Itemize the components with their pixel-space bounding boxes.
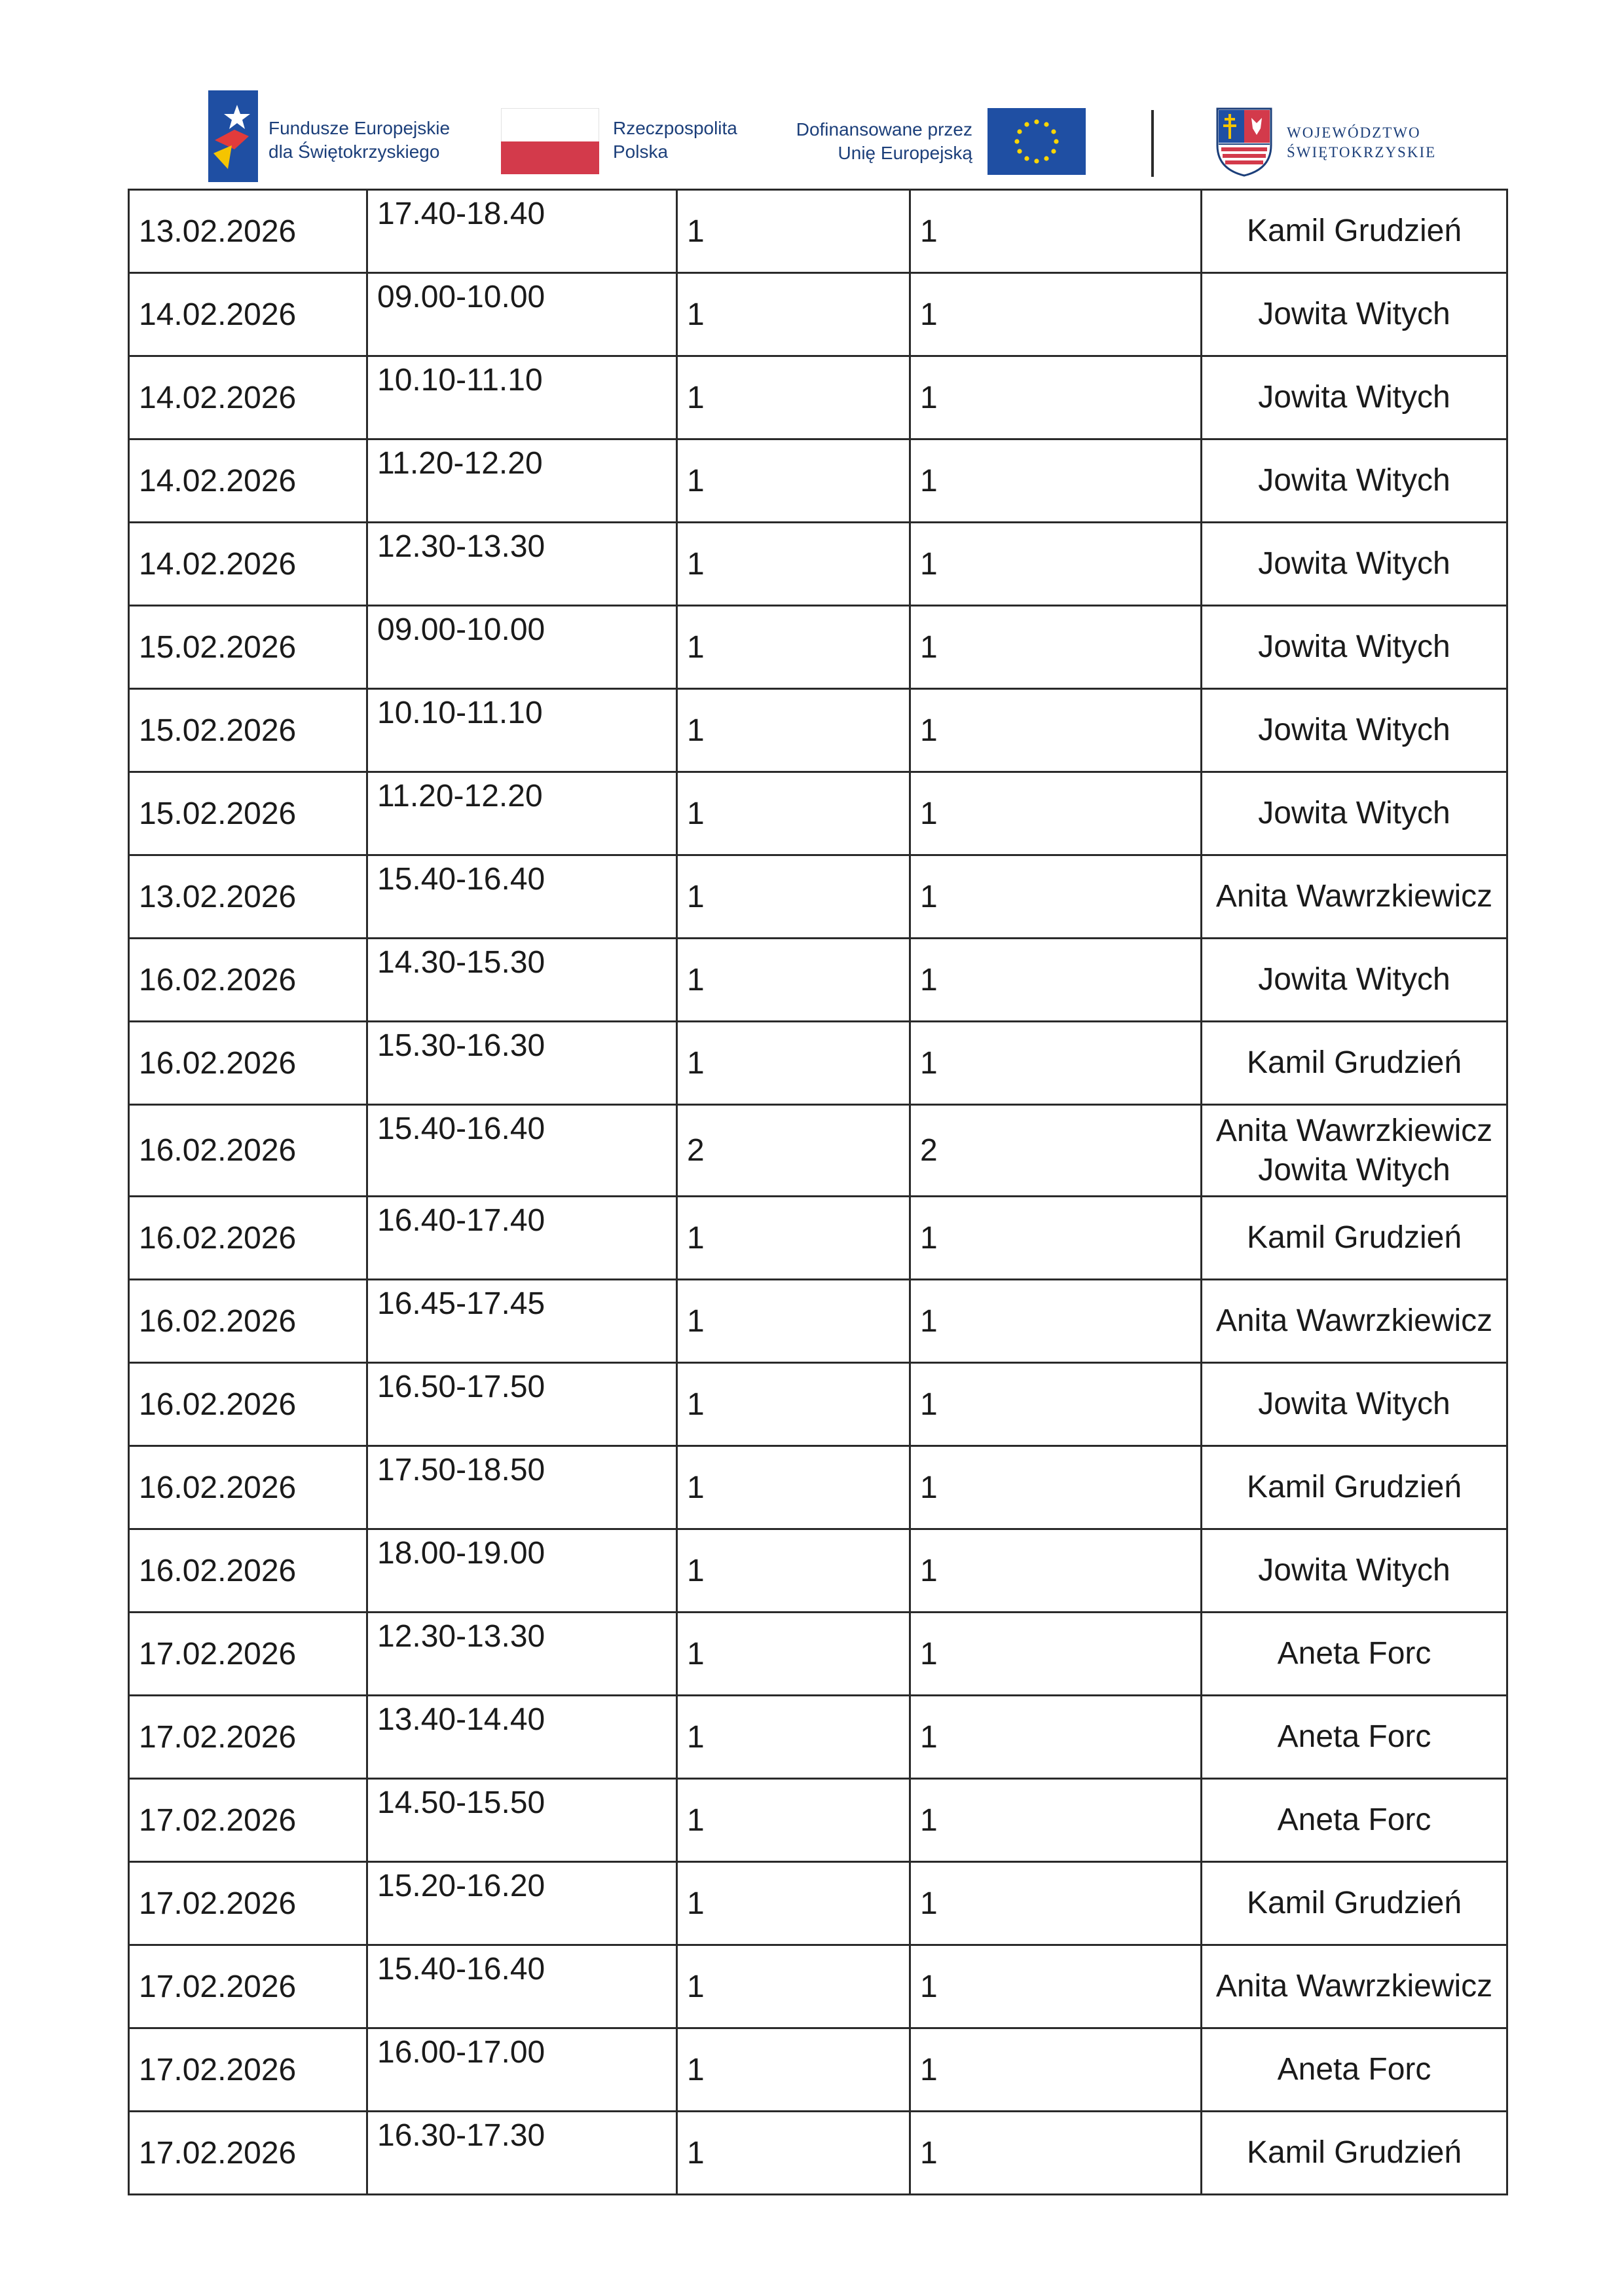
count-cell: 1 (677, 2112, 910, 2195)
table-row (129, 1945, 1507, 2028)
count-cell: 1 (677, 1022, 910, 1105)
time-cell: 13.40-14.40 (367, 1696, 677, 1779)
instructor-cell (1202, 1363, 1507, 1446)
count-cell: 1 (910, 689, 1202, 772)
instructor-name: Anita Wawrzkiewicz (1215, 1969, 1493, 2004)
instructor-cell (1202, 606, 1507, 689)
instructor-cell (1202, 1022, 1507, 1105)
count-cell: 1 (910, 855, 1202, 939)
count-cell: 1 (677, 1696, 910, 1779)
instructor-name: Anita Wawrzkiewicz (1215, 1303, 1493, 1338)
rp-line-2: Polska (613, 141, 669, 162)
table-row (129, 939, 1507, 1022)
date-cell: 17.02.2026 (129, 1613, 367, 1696)
count-cell: 1 (677, 523, 910, 606)
date-cell: 17.02.2026 (129, 1945, 367, 2028)
instructor-name: Kamil Grudzień (1246, 1886, 1462, 1920)
count-cell: 2 (910, 1105, 1202, 1197)
instructor-cell (1202, 356, 1507, 439)
date-cell: 13.02.2026 (129, 855, 367, 939)
rp-line-1: Rzeczpospolita (613, 118, 737, 138)
instructor-name: Jowita Witych (1258, 796, 1450, 830)
instructor-cell (1202, 1696, 1507, 1779)
date-cell: 16.02.2026 (129, 1529, 367, 1613)
unia-europejska-text (776, 118, 972, 165)
time-cell: 16.30-17.30 (367, 2112, 677, 2195)
instructor-cell (1202, 689, 1507, 772)
count-cell: 1 (910, 1022, 1202, 1105)
date-cell: 16.02.2026 (129, 1197, 367, 1280)
date-cell: 16.02.2026 (129, 1280, 367, 1363)
table-row (129, 606, 1507, 689)
instructor-cell (1202, 1446, 1507, 1529)
count-cell: 1 (677, 1529, 910, 1613)
date-cell: 14.02.2026 (129, 273, 367, 356)
schedule-table (128, 189, 1508, 2195)
date-cell: 13.02.2026 (129, 190, 367, 273)
date-cell: 14.02.2026 (129, 523, 367, 606)
ue-line-1: Dofinansowane przez (796, 119, 972, 140)
table-row (129, 855, 1507, 939)
table-row (129, 1363, 1507, 1446)
table-row (129, 1022, 1507, 1105)
count-cell: 1 (677, 273, 910, 356)
count-cell: 1 (910, 356, 1202, 439)
date-cell: 16.02.2026 (129, 1022, 367, 1105)
count-cell: 1 (677, 1280, 910, 1363)
table-row (129, 772, 1507, 855)
instructor-cell (1202, 855, 1507, 939)
time-cell: 16.50-17.50 (367, 1363, 677, 1446)
count-cell: 1 (677, 2028, 910, 2112)
time-cell: 16.45-17.45 (367, 1280, 677, 1363)
instructor-name: Jowita Witych (1258, 1553, 1450, 1588)
wojewodztwo-swietokrzyskie-text (1287, 123, 1436, 162)
instructor-cell (1202, 1779, 1507, 1862)
count-cell: 1 (910, 190, 1202, 273)
table-row (129, 1529, 1507, 1613)
time-cell: 15.30-16.30 (367, 1022, 677, 1105)
count-cell: 1 (910, 1779, 1202, 1862)
logo-strip (0, 0, 1624, 190)
schedule-body (129, 190, 1507, 2195)
table-row (129, 1613, 1507, 1696)
date-cell: 17.02.2026 (129, 2112, 367, 2195)
instructor-name: Kamil Grudzień (1246, 1045, 1462, 1080)
date-cell: 16.02.2026 (129, 1363, 367, 1446)
instructor-cell (1202, 273, 1507, 356)
count-cell: 1 (677, 190, 910, 273)
table-row (129, 1862, 1507, 1945)
table-row (129, 1197, 1507, 1280)
instructor-name: Kamil Grudzień (1246, 214, 1462, 248)
instructor-cell (1202, 1862, 1507, 1945)
time-cell: 18.00-19.00 (367, 1529, 677, 1613)
time-cell: 11.20-12.20 (367, 772, 677, 855)
instructor-name: Jowita Witych (1258, 463, 1450, 498)
count-cell: 1 (910, 1945, 1202, 2028)
count-cell: 1 (910, 1280, 1202, 1363)
instructor-name: Aneta Forc (1277, 1719, 1431, 1754)
count-cell: 1 (910, 523, 1202, 606)
instructor-cell (1202, 1105, 1507, 1197)
time-cell: 16.40-17.40 (367, 1197, 677, 1280)
count-cell: 1 (677, 939, 910, 1022)
count-cell: 1 (910, 1696, 1202, 1779)
date-cell: 17.02.2026 (129, 1862, 367, 1945)
time-cell: 15.40-16.40 (367, 855, 677, 939)
time-cell: 16.00-17.00 (367, 2028, 677, 2112)
time-cell: 10.10-11.10 (367, 356, 677, 439)
count-cell: 1 (677, 689, 910, 772)
count-cell: 1 (677, 1446, 910, 1529)
date-cell: 15.02.2026 (129, 689, 367, 772)
count-cell: 1 (677, 1613, 910, 1696)
table-row (129, 2112, 1507, 2195)
instructor-name: Jowita Witych (1258, 546, 1450, 581)
time-cell: 12.30-13.30 (367, 1613, 677, 1696)
table-row (129, 1696, 1507, 1779)
instructor-name: Jowita Witych (1258, 1387, 1450, 1421)
instructor-name: Aneta Forc (1277, 2052, 1431, 2087)
instructor-cell (1202, 939, 1507, 1022)
instructor-cell (1202, 523, 1507, 606)
count-cell: 1 (677, 772, 910, 855)
instructor-cell (1202, 1529, 1507, 1613)
date-cell: 16.02.2026 (129, 1105, 367, 1197)
date-cell: 16.02.2026 (129, 939, 367, 1022)
count-cell: 1 (910, 439, 1202, 523)
instructor-cell (1202, 1280, 1507, 1363)
table-row (129, 523, 1507, 606)
count-cell: 1 (910, 1363, 1202, 1446)
count-cell: 1 (910, 273, 1202, 356)
date-cell: 15.02.2026 (129, 772, 367, 855)
count-cell: 1 (910, 1862, 1202, 1945)
count-cell: 1 (677, 1945, 910, 2028)
logo-divider (1151, 110, 1154, 177)
date-cell: 14.02.2026 (129, 439, 367, 523)
instructor-cell (1202, 190, 1507, 273)
table-row (129, 356, 1507, 439)
instructor-name: Jowita Witych (1258, 380, 1450, 415)
count-cell: 1 (910, 772, 1202, 855)
instructor-cell (1202, 772, 1507, 855)
count-cell: 1 (910, 1613, 1202, 1696)
fundusze-europejskie-text (268, 117, 450, 164)
date-cell: 16.02.2026 (129, 1446, 367, 1529)
rzeczpospolita-polska-text (613, 117, 737, 164)
time-cell: 11.20-12.20 (367, 439, 677, 523)
date-cell: 15.02.2026 (129, 606, 367, 689)
table-row (129, 1446, 1507, 1529)
instructor-cell (1202, 1197, 1507, 1280)
time-cell: 15.40-16.40 (367, 1105, 677, 1197)
table-row (129, 1280, 1507, 1363)
count-cell: 2 (677, 1105, 910, 1197)
instructor-name: Jowita Witych (1258, 713, 1450, 747)
count-cell: 1 (910, 606, 1202, 689)
count-cell: 1 (910, 1446, 1202, 1529)
instructor-name: Anita Wawrzkiewicz (1215, 1113, 1493, 1148)
woj-line-2: ŚWIĘTOKRZYSKIE (1287, 144, 1437, 160)
instructor-name: Jowita Witych (1258, 1152, 1450, 1187)
fe-line-2: dla Świętokrzyskiego (268, 141, 440, 162)
count-cell: 1 (677, 1363, 910, 1446)
instructor-name: Jowita Witych (1258, 962, 1450, 997)
instructor-name: Aneta Forc (1277, 1802, 1431, 1837)
woj-line-1: WOJEWÓDZTWO (1287, 124, 1421, 141)
count-cell: 1 (677, 356, 910, 439)
table-row (129, 1105, 1507, 1197)
time-cell: 15.20-16.20 (367, 1862, 677, 1945)
time-cell: 10.10-11.10 (367, 689, 677, 772)
table-row (129, 190, 1507, 273)
time-cell: 17.50-18.50 (367, 1446, 677, 1529)
count-cell: 1 (910, 1197, 1202, 1280)
date-cell: 17.02.2026 (129, 1696, 367, 1779)
instructor-name: Aneta Forc (1277, 1636, 1431, 1671)
instructor-name: Anita Wawrzkiewicz (1215, 879, 1493, 914)
instructor-name: Jowita Witych (1258, 297, 1450, 331)
count-cell: 1 (910, 939, 1202, 1022)
count-cell: 1 (910, 1529, 1202, 1613)
instructor-cell (1202, 1613, 1507, 1696)
time-cell: 14.30-15.30 (367, 939, 677, 1022)
instructor-name: Kamil Grudzień (1246, 1470, 1462, 1504)
table-row (129, 689, 1507, 772)
instructor-cell (1202, 439, 1507, 523)
instructor-cell (1202, 2112, 1507, 2195)
instructor-cell (1202, 1945, 1507, 2028)
time-cell: 09.00-10.00 (367, 273, 677, 356)
count-cell: 1 (910, 2112, 1202, 2195)
time-cell: 17.40-18.40 (367, 190, 677, 273)
fe-line-1: Fundusze Europejskie (268, 118, 451, 138)
count-cell: 1 (910, 2028, 1202, 2112)
fundusze-europejskie-icon (208, 90, 258, 182)
instructor-name: Kamil Grudzień (1246, 1220, 1462, 1255)
table-row (129, 2028, 1507, 2112)
date-cell: 17.02.2026 (129, 2028, 367, 2112)
count-cell: 1 (677, 606, 910, 689)
instructor-cell (1202, 2028, 1507, 2112)
time-cell: 12.30-13.30 (367, 523, 677, 606)
count-cell: 1 (677, 439, 910, 523)
time-cell: 09.00-10.00 (367, 606, 677, 689)
table-row (129, 273, 1507, 356)
polish-flag-icon (501, 108, 599, 174)
instructor-name: Jowita Witych (1258, 629, 1450, 664)
table-row (129, 1779, 1507, 1862)
count-cell: 1 (677, 855, 910, 939)
date-cell: 17.02.2026 (129, 1779, 367, 1862)
eu-flag-icon (987, 108, 1086, 175)
time-cell: 15.40-16.40 (367, 1945, 677, 2028)
ue-line-2: Unię Europejską (838, 143, 972, 163)
wojewodztwo-coat-of-arms-icon (1215, 106, 1274, 177)
table-row (129, 439, 1507, 523)
time-cell: 14.50-15.50 (367, 1779, 677, 1862)
count-cell: 1 (677, 1862, 910, 1945)
count-cell: 1 (677, 1779, 910, 1862)
date-cell: 14.02.2026 (129, 356, 367, 439)
instructor-name: Kamil Grudzień (1246, 2135, 1462, 2170)
count-cell: 1 (677, 1197, 910, 1280)
